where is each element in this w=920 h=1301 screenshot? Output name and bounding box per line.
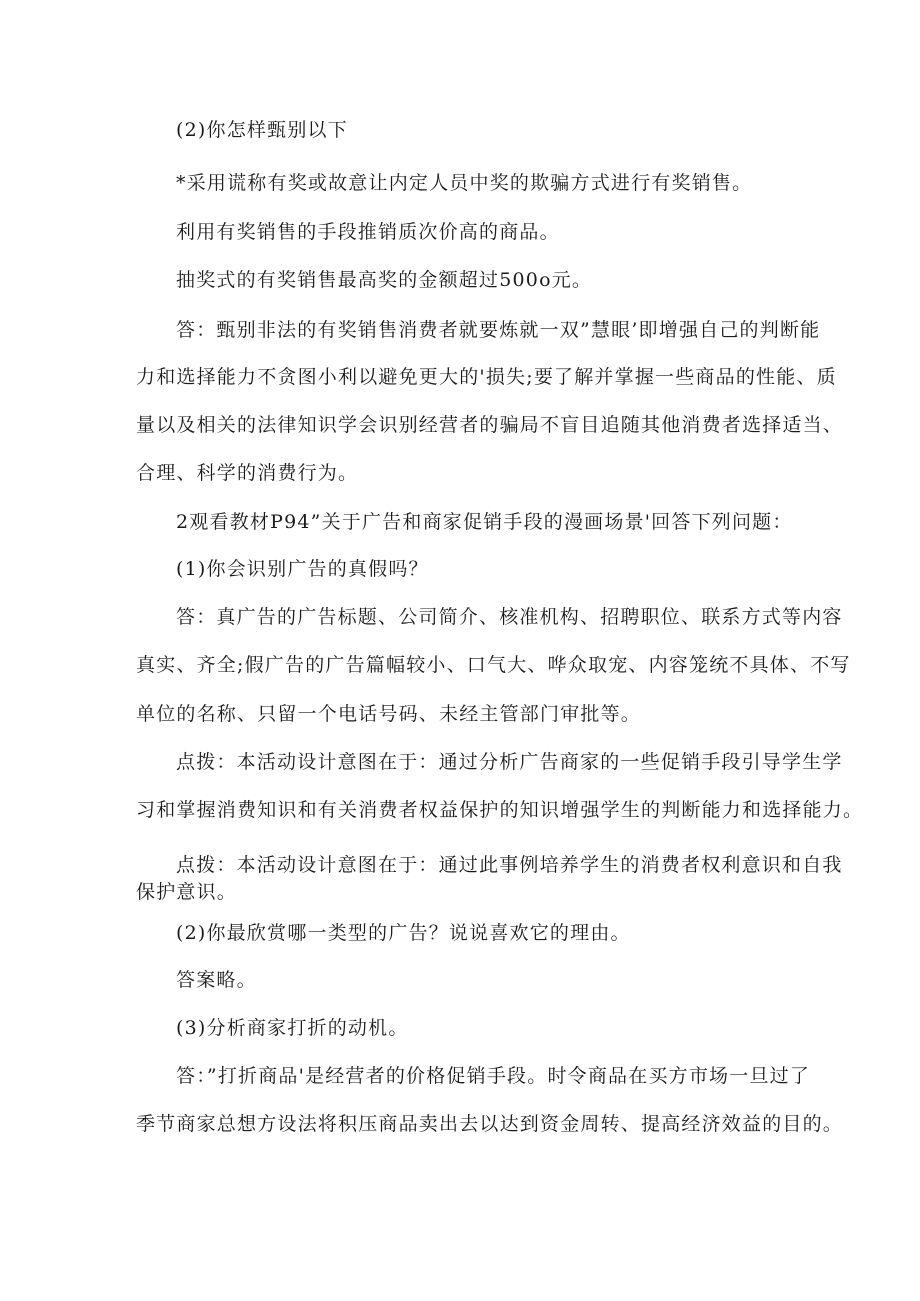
list-item-prize-limit: 抽奖式的有奖销售最高奖的金额超过500o元。 xyxy=(176,269,593,291)
answer-paragraph-1-line-3: 量以及相关的法律知识学会识别经营者的骗局不盲目追随其他消费者选择适当、 xyxy=(136,414,844,436)
tip-paragraph-1-line-1: 点拨：本活动设计意图在于：通过分析广告商家的一些促销手段引导学生学 xyxy=(176,751,843,773)
answer-paragraph-1-line-1: 答：甄别非法的有奖销售消费者就要炼就一双”慧眼’即增强自己的判断能 xyxy=(176,319,821,341)
question-2b-heading: (2)你最欣赏哪一类型的广告？说说喜欢它的理由。 xyxy=(176,922,631,944)
answer-paragraph-3-line-2: 季节商家总想方设法将积压商品卖出去以达到资金周转、提高经济效益的目的。 xyxy=(136,1113,844,1135)
tip-paragraph-1-line-2: 习和掌握消费知识和有关消费者权益保护的知识增强学生的判断能力和选择能力。 xyxy=(136,799,864,821)
section-2-heading: 2观看教材P94”关于广告和商家促销手段的漫画场景'回答下列问题： xyxy=(176,511,793,533)
answer-paragraph-2-line-1: 答：真广告的广告标题、公司简介、核准机构、招聘职位、联系方式等内容 xyxy=(176,606,843,628)
answer-paragraph-1-line-2: 力和选择能力不贪图小利以避免更大的'损失;要了解并掌握一些商品的性能、质 xyxy=(136,366,837,388)
answer-paragraph-2-line-2: 真实、齐全;假广告的广告篇幅较小、口气大、哗众取宠、内容笼统不具体、不写 xyxy=(136,654,851,676)
tip-paragraph-2-line-1: 点拨：本活动设计意图在于：通过此事例培养学生的消费者权利意识和自我 xyxy=(176,854,843,876)
answer-paragraph-1-line-4: 合理、科学的消费行为。 xyxy=(136,462,359,484)
answer-omitted: 答案略。 xyxy=(176,969,257,991)
question-2-heading: (2)你怎样甄别以下 xyxy=(176,119,348,141)
answer-paragraph-2-line-3: 单位的名称、只留一个电话号码、未经主管部门审批等。 xyxy=(136,703,642,725)
question-1-heading: (1)你会识别广告的真假吗？ xyxy=(176,558,429,580)
question-3-heading: (3)分析商家打折的动机。 xyxy=(176,1017,409,1039)
tip-paragraph-2-line-2: 保护意识。 xyxy=(136,881,238,903)
list-item-deceptive-lottery: *采用谎称有奖或故意让内定人员中奖的欺骗方式进行有奖销售。 xyxy=(176,172,753,194)
list-item-inferior-goods: 利用有奖销售的手段推销质次价高的商品。 xyxy=(176,221,560,243)
answer-paragraph-3-line-1: 答：”打折商品'是经营者的价格促销手段。时令商品在买方市场一旦过了 xyxy=(176,1065,811,1087)
